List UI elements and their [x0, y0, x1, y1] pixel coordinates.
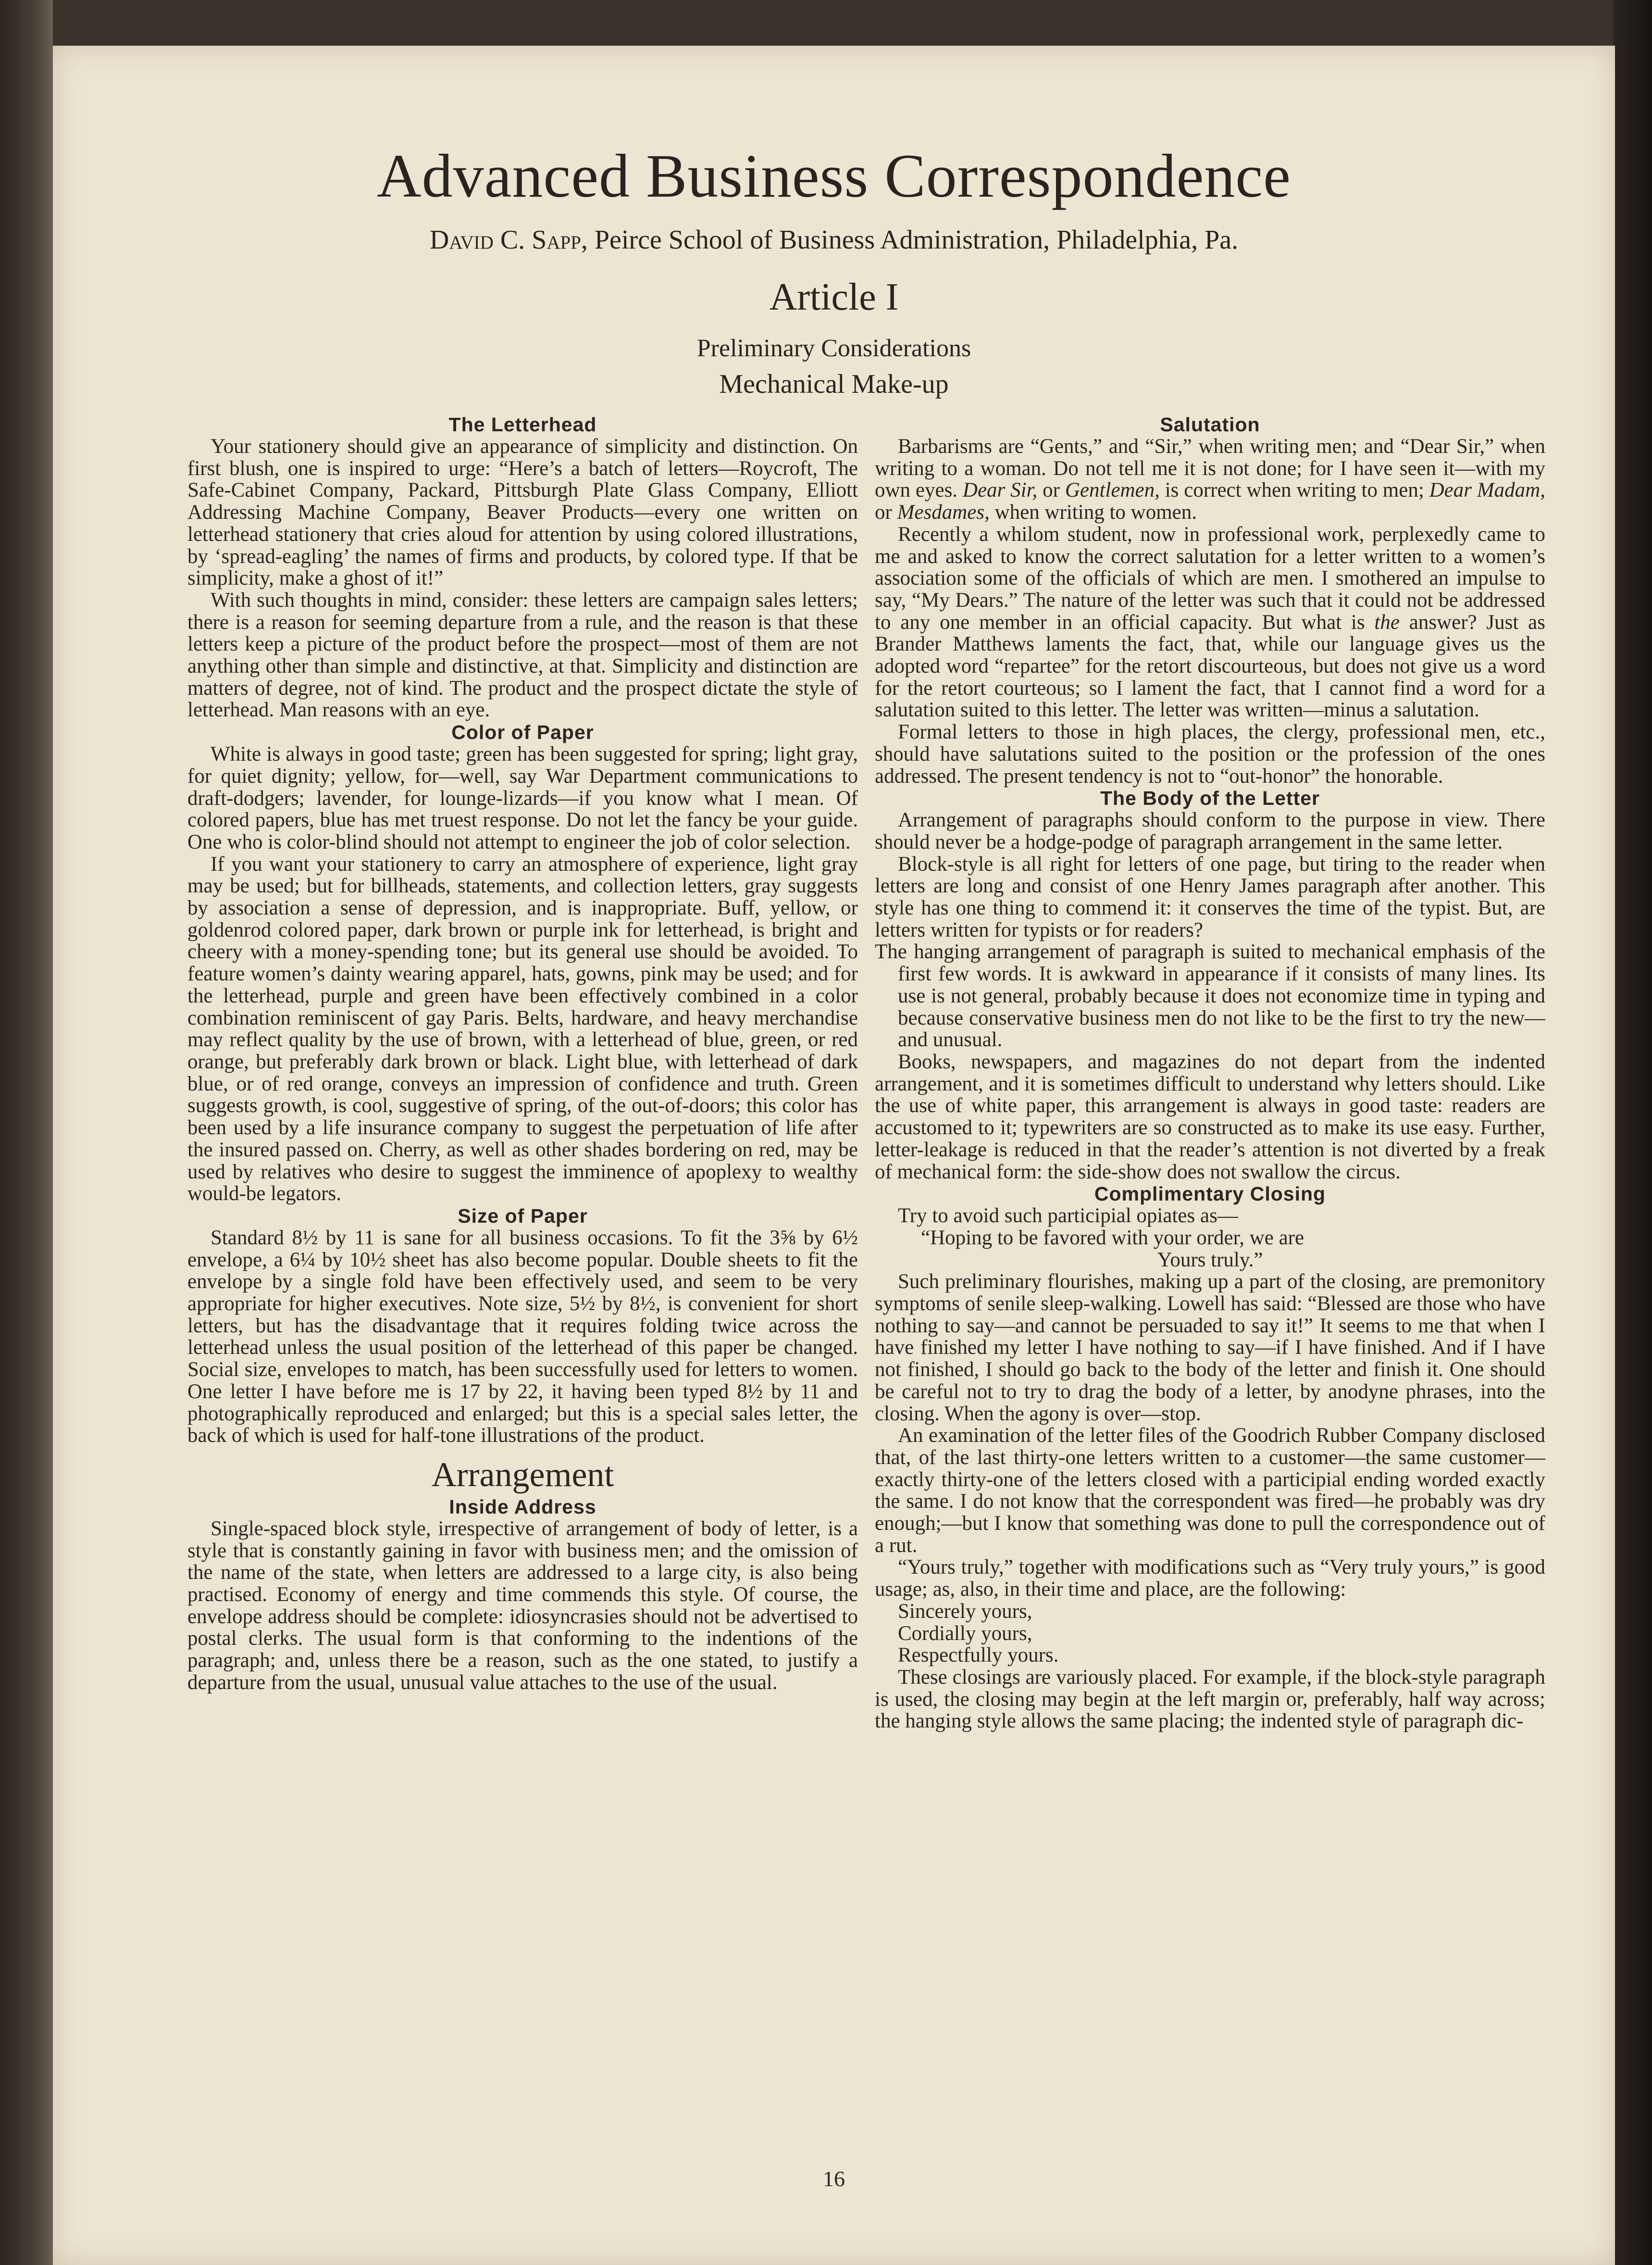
- byline: [53, 225, 1615, 255]
- paragraph: If you want your stationery to carry an atmosphere of experience, light gray may be used; but for billheads, statements, and collection letters, gray suggests by association a sense of depression, and is inappropriate. Buff, yellow, or goldenrod colored paper, dark brown or purple ink for letterhead, is bright and cheery with a money-spending tone; but its general use should be avoided. To feature women’s dainty wearing apparel, hats, gowns, pink may be used; and for the letterhead, purple and green have been effectively combined in a color combination reminiscent of gay Paris. Belts, hardware, and heavy merchandise may reflect quality by the use of brown, with a letterhead of blue, green, or red orange, but preferably dark brown or black. Light blue, with letterhead of dark blue, or of red orange, conveys an impression of confidence and truth. Green suggests growth, is cool, suggestive of spring, of the out-of-doors; this color has been used by a life insurance company to suggest the perpetuation of life after the insured passed on. Cherry, as well as other shades bordering on red, may be used by relatives who desire to suggest the imminence of apoplexy to wealthy would-be legators.: [187, 852, 858, 1205]
- italic-run: the: [1374, 611, 1400, 634]
- heading-color-of-paper: Color of Paper: [451, 721, 594, 744]
- heading-arrangement: Arrangement: [431, 1455, 614, 1494]
- paragraph: These closings are variously placed. For example, if the block-style paragraph is used, the closing may begin at the left margin or, preferably, half way across; the hanging style allows the same placing; the indented style of paragraph dic-: [875, 1665, 1545, 1733]
- text-run: Recently a whilom student, now in professional work, perplexedly came to me and asked to know the correct salutation for a letter written to a women’s association some of the officials of which are men. I smothered an impulse to say, “My Dears.” The nature of the letter was such that it could not be addressed to any one member in an official capacity. But what is: [875, 523, 1545, 634]
- paragraph: Your stationery should give an appearance of simplicity and distinction. On first blush, one is inspired to urge: “Here’s a batch of letters—Roycroft, The Safe-Cabinet Company, Packard, Pittsburgh Plate Glass Company, Elliott Addressing Machine Company, Beaver Products—every one written on letterhead stationery that cries aloud for attention by using colored illustrations, by ‘spread-eagling’ the names of firms and products, by colored type. If that be simplicity, make a ghost of it!”: [187, 435, 858, 590]
- paragraph: Try to avoid such participial opiates as—: [898, 1204, 1238, 1227]
- text-run: when writing to women.: [989, 501, 1197, 524]
- right-column: [875, 413, 1545, 1732]
- quote-line: Yours truly.”: [1157, 1248, 1263, 1271]
- page: [53, 46, 1615, 2265]
- paragraph: Single-spaced block style, irrespective of arrangement of body of letter, is a style that is constantly gaining in favor with business men; and the omission of the name of the state, when letters are addressed to a large city, is also being practised. Economy of energy and time commends this style. Of course, the envelope address should be complete: idiosyncrasies should not be advertised to postal clerks. The usual form is that conforming to the indentions of the paragraph; and, unless there be a reason, such as the one stated, to justify a departure from the usual, unusual value attaches to the use of the usual.: [187, 1517, 858, 1694]
- paragraph: Such preliminary flourishes, making up a part of the closing, are premonitory symptoms of senile sleep-walking. Lowell has said: “Blessed are those who have nothing to say—and cannot be persuaded to say it!” It seems to me that when I have finished my letter I have nothing to say—if I have finished. And if I have not finished, I should go back to the body of the letter and finish it. One should be careful not to try to drag the body of a letter, by anodyne phrases, into the closing. When the agony is over—stop.: [875, 1270, 1545, 1425]
- subtitle-mechanical: Mechanical Make-up: [719, 369, 949, 399]
- list-item: Cordially yours,: [898, 1622, 1032, 1645]
- text-run: or: [1037, 479, 1065, 502]
- text-run: Barbarisms are “Gents,” and “Sir,” when writing men; and “Dear Sir,” when writing to a woman. Do not tell me it is not done; for I have seen it—with my own eyes.: [875, 435, 1545, 502]
- paragraph-hanging: The hanging arrangement of paragraph is suited to mechanical emphasis of the first few words. It is awkward in appearance if it consists of many lines. Its use is not general, probably because it does not economize time in typing and because conservative business men do not like to be the first to try the new—and unusual.: [875, 940, 1545, 1051]
- page-title: Advanced Business Correspondence: [377, 142, 1291, 210]
- italic-run: Dear Sir,: [962, 479, 1038, 502]
- heading-letterhead: The Letterhead: [448, 413, 597, 436]
- scan-left-edge: [0, 0, 53, 2265]
- left-column: [187, 413, 858, 1694]
- author-name: David C. Sapp: [429, 225, 581, 255]
- text-run: or: [875, 501, 897, 524]
- article-number: Article I: [769, 276, 899, 318]
- heading-salutation: Salutation: [1160, 413, 1260, 436]
- heading-size-of-paper: Size of Paper: [458, 1204, 588, 1227]
- list-item: Respectfully yours.: [898, 1644, 1059, 1667]
- scan-right-edge: [1614, 0, 1652, 2265]
- paragraph: “Yours truly,” together with modifications such as “Very truly yours,” is good usage; as, also, in their time and place, are the following:: [875, 1556, 1545, 1601]
- heading-inside-address: Inside Address: [449, 1495, 596, 1518]
- paragraph: [875, 524, 1545, 721]
- quote-line: “Hoping to be favored with your order, we are: [921, 1226, 1304, 1249]
- paragraph: Standard 8½ by 11 is sane for all business occasions. To fit the 3⅝ by 6½ envelope, a 6¼ by 10½ sheet has also become popular. Double sheets to fit the envelope by a single fold have been effectively used, and seem to be very appropriate for higher executives. Note size, 5½ by 8½, is convenient for short letters, but has the disadvantage that it requires folding twice across the letterhead unless the usual position of the letterhead of this paper be changed. Social size, envelopes to match, has been successfully used for letters to women. One letter I have before me is 17 by 22, it having been typed 8½ by 11 and photographically reproduced and enlarged; but this is a special sales letter, the back of which is used for half-tone illustrations of the product.: [187, 1226, 858, 1447]
- italic-run: Mesdames,: [897, 501, 990, 524]
- heading-complimentary-closing: Complimentary Closing: [1094, 1183, 1326, 1205]
- text-run: is correct when writing to men;: [1159, 479, 1429, 502]
- subtitle-preliminary: Preliminary Considerations: [696, 335, 971, 362]
- paragraph: White is always in good taste; green has been suggested for spring; light gray, for quiet dignity; yellow, for—well, say War Department communications to draft-dodgers; lavender, for lounge-lizards—if you know what I mean. Of colored papers, blue has met truest response. Do not let the fancy be your guide. One who is color-blind should not attempt to engineer the job of color selection.: [187, 743, 858, 853]
- paragraph: An examination of the letter files of the Goodrich Rubber Company disclosed that, of the last thirty-one letters written to a customer—the same customer—exactly thirty-one of the letters closed with a participial ending worded exactly the same. I do not know that the correspondent was fired—he probably was dry enough;—but I know that something was done to pull the correspondence out of a rut.: [875, 1424, 1545, 1557]
- page-number: 16: [823, 2166, 845, 2191]
- italic-run: Gentlemen,: [1065, 479, 1160, 502]
- paragraph: Arrangement of paragraphs should conform to the purpose in view. There should never be a hodge-podge of paragraph arrangement in the same letter.: [875, 809, 1545, 853]
- italic-run: Dear Madam,: [1429, 479, 1545, 502]
- paragraph: Formal letters to those in high places, the clergy, professional men, etc., should have salutations suited to the position or the profession of the ones addressed. The present tendency is not to “out-honor” the honorable.: [875, 721, 1545, 788]
- text-run: answer? Just as Brander Matthews laments the fact, that, while our language gives us the adopted word “repartee” for the retort discourteous, but does not give us a word for the retort courteous; so I lament the fact, that I cannot find a word for a salutation suited to this letter. The letter was written—minus a salutation.: [875, 611, 1545, 722]
- paragraph: Books, newspapers, and magazines do not depart from the indented arrangement, and it is sometimes difficult to understand why letters should. Like the use of white paper, this arrangement is always in good taste: readers are accustomed to it; typewriters are so constructed as to make its use easy. Further, letter-leakage is reduced in that the reader’s attention is not diverted by a freak of mechanical form: the side-show does not swallow the circus.: [875, 1050, 1545, 1183]
- paragraph: With such thoughts in mind, consider: these letters are campaign sales letters; there is a reason for seeming departure from a rule, and the reason is that these letters keep a picture of the product before the prospect—most of them are not anything other than simple and distinctive, at that. Simplicity and distinction are matters of degree, not of kind. The product and the prospect dictate the style of letterhead. Man reasons with an eye.: [187, 588, 858, 722]
- heading-body-of-letter: The Body of the Letter: [1100, 787, 1320, 810]
- list-item: Sincerely yours,: [898, 1600, 1032, 1623]
- author-affiliation: , Peirce School of Business Administration, Philadelphia, Pa.: [581, 225, 1239, 255]
- paragraph: Block-style is all right for letters of one page, but tiring to the reader when letters are long and consist of one Henry James paragraph after another. This style has one thing to commend it: it conserves the time of the typist. But, are letters written for typists or for readers?: [875, 852, 1545, 941]
- paragraph: [875, 436, 1545, 524]
